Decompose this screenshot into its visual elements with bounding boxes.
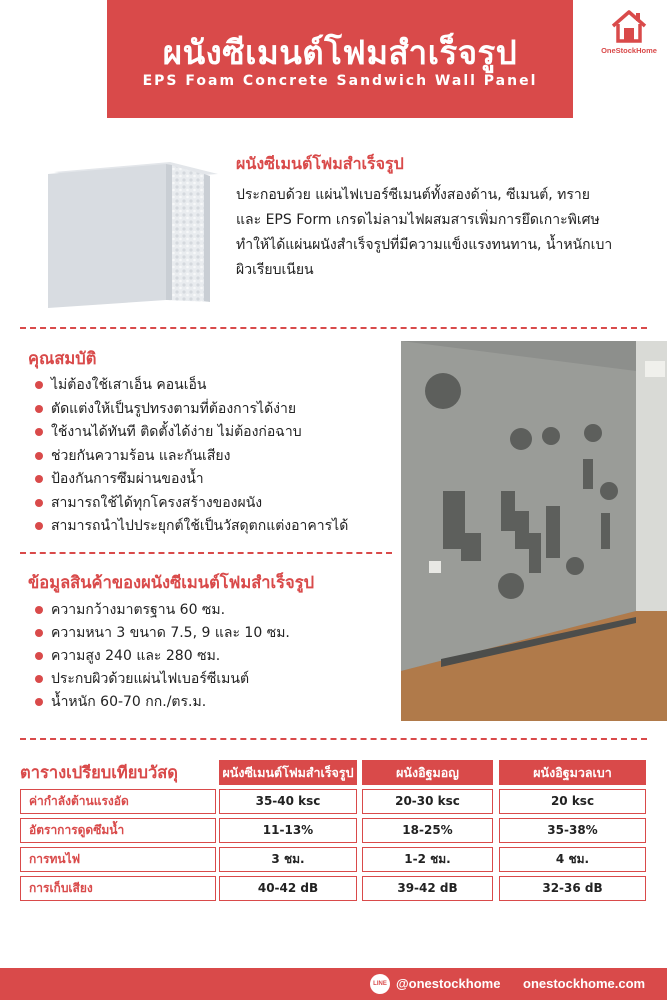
intro-line: ทำให้ได้แผ่นผนังสำเร็จรูปที่มีความแข็งแรงทนทาน, น้ำหนักเบา xyxy=(236,237,613,253)
intro-text xyxy=(236,183,661,283)
comparison-title: ตารางเปรียบเทียบวัสดุ xyxy=(20,763,178,782)
row-label: การทนไฟ xyxy=(20,847,216,872)
header-banner xyxy=(107,0,573,118)
list-item: ความกว้างมาตรฐาน 60 ซม. xyxy=(33,599,290,622)
intro-section xyxy=(236,152,661,283)
list-item: ป้องกันการซึมผ่านของน้ำ xyxy=(33,468,348,492)
specs-title: ข้อมูลสินค้าของผนังซีเมนต์โฟมสำเร็จรูป xyxy=(28,573,315,592)
website-link[interactable]: onestockhome.com xyxy=(523,976,646,991)
intro-title: ผนังซีเมนต์โฟมสำเร็จรูป xyxy=(236,154,404,173)
intro-line: ประกอบด้วย แผ่นไฟเบอร์ซีเมนต์ทั้งสองด้าน, ซีเมนต์, ทราย xyxy=(236,187,590,203)
table-cell: 32-36 dB xyxy=(499,876,646,901)
row-label: อัตราการดูดซึมน้ำ xyxy=(20,818,216,843)
onestockhome-logo[interactable] xyxy=(594,8,664,62)
table-cell: 35-40 ksc xyxy=(219,789,357,814)
intro-line: และ EPS Form เกรดไม่ลามไฟผสมสารเพิ่มการยึดเกาะพิเศษ xyxy=(236,212,600,228)
table-cell: 39-42 dB xyxy=(362,876,493,901)
list-item: ใช้งานได้ทันที ติดตั้งได้ง่าย ไม่ต้องก่อฉาบ xyxy=(33,421,348,445)
house-logo-icon xyxy=(609,8,649,44)
list-item: ความสูง 240 และ 280 ซม. xyxy=(33,645,290,668)
list-item: น้ำหนัก 60-70 กก./ตร.ม. xyxy=(33,691,290,714)
table-cell: 4 ชม. xyxy=(499,847,646,872)
list-item: สามารถนำไปประยุกต์ใช้เป็นวัสดุตกแต่งอาคารได้ xyxy=(33,515,348,539)
divider xyxy=(20,327,647,329)
table-cell: 11-13% xyxy=(219,818,357,843)
list-item: ความหนา 3 ขนาด 7.5, 9 และ 10 ซม. xyxy=(33,622,290,645)
table-cell: 35-38% xyxy=(499,818,646,843)
list-item: ไม่ต้องใช้เสาเอ็น คอนเอ็น xyxy=(33,374,348,398)
table-cell: 1-2 ชม. xyxy=(362,847,493,872)
list-item: ช่วยกันความร้อน และกันเสียง xyxy=(33,445,348,469)
line-icon[interactable]: LINE xyxy=(370,974,390,994)
column-header: ผนังซีเมนต์โฟมสำเร็จรูป xyxy=(219,760,357,785)
table-cell: 20-30 ksc xyxy=(362,789,493,814)
column-header: ผนังอิฐมอญ xyxy=(362,760,493,785)
row-label: การเก็บเสียง xyxy=(20,876,216,901)
table-cell: 40-42 dB xyxy=(219,876,357,901)
panel-sample-image xyxy=(42,150,218,316)
list-item: สามารถใช้ได้ทุกโครงสร้างของผนัง xyxy=(33,492,348,516)
line-handle-link[interactable]: @onestockhome xyxy=(396,976,501,991)
logo-text: OneStockHome xyxy=(601,46,657,55)
row-label: ค่ากำลังต้านแรงอัด xyxy=(20,789,216,814)
list-item: ตัดแต่งให้เป็นรูปทรงตามที่ต้องการได้ง่าย xyxy=(33,398,348,422)
divider xyxy=(20,738,647,740)
page-title: ผนังซีเมนต์โฟมสำเร็จรูป xyxy=(162,33,518,72)
table-cell: 20 ksc xyxy=(499,789,646,814)
table-cell: 3 ชม. xyxy=(219,847,357,872)
table-cell: 18-25% xyxy=(362,818,493,843)
list-item: ประกบผิวด้วยแผ่นไฟเบอร์ซีเมนต์ xyxy=(33,668,290,691)
divider xyxy=(20,552,392,554)
specs-list xyxy=(33,599,290,714)
intro-line: ผิวเรียบเนียน xyxy=(236,262,314,278)
decorated-wall-photo xyxy=(401,341,667,721)
page-subtitle: EPS Foam Concrete Sandwich Wall Panel xyxy=(142,73,538,89)
column-header: ผนังอิฐมวลเบา xyxy=(499,760,646,785)
properties-title: คุณสมบัติ xyxy=(28,349,97,368)
footer xyxy=(0,968,667,1000)
properties-list xyxy=(33,374,348,539)
